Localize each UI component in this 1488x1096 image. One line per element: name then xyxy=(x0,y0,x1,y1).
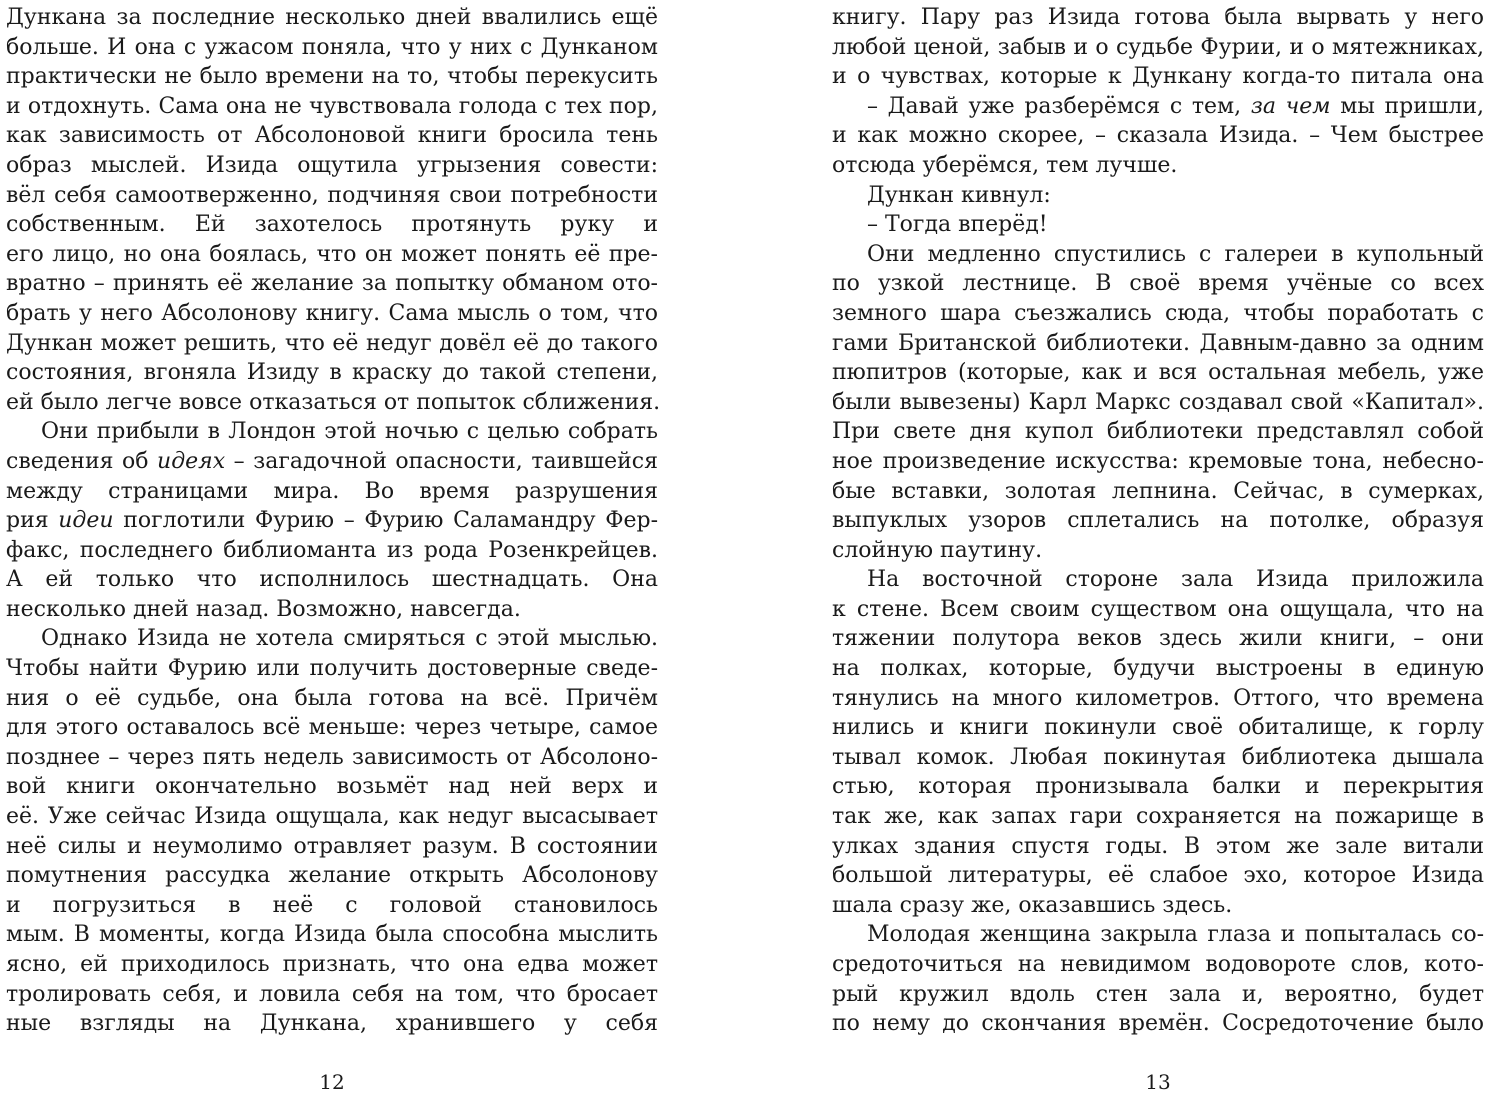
text-run: мы пришли, xyxy=(1330,93,1484,119)
text-line: бые вставки, золотая лепнина. Сейчас, в сумерках, xyxy=(832,478,1484,504)
text-line: большой литературы, её слабое эхо, которое Изида xyxy=(832,863,1484,889)
text-run: сведения об xyxy=(6,448,158,474)
text-line: вратно – принять её желание за попытку обманом ото- xyxy=(6,271,658,297)
text-run: рия xyxy=(6,508,59,534)
text-line: ей было легче вовсе отказаться от попыток сближения. xyxy=(6,389,661,415)
text-line: образ мыслей. Изида ощутила угрызения совести: xyxy=(6,152,658,178)
left-page xyxy=(6,0,661,1096)
text-line: как зависимость от Абсолоновой книги бросила тень xyxy=(6,123,658,149)
text-line: улках здания спустя годы. В этом же зале витали xyxy=(832,833,1484,859)
text-line: по узкой лестнице. В своё время учёные со всех xyxy=(832,271,1484,297)
left-page-number: 12 xyxy=(319,1070,345,1094)
text-line: мым. В моменты, когда Изида была способна мыслить xyxy=(6,922,658,948)
text-line xyxy=(6,447,658,477)
text-line: факс, последнего библиоманта из рода Розенкрейцев. xyxy=(6,537,658,563)
text-line: больше. И она с ужасом поняла, что у них с Дунканом xyxy=(6,34,658,60)
text-line: Молодая женщина закрыла глаза и попыталась со- xyxy=(867,922,1484,948)
text-line: тывал комок. Любая покинутая библиотека дышала xyxy=(832,744,1484,770)
text-line: пюпитров (которые, как и вся остальная мебель, уже xyxy=(832,360,1484,386)
text-line: – Тогда вперёд! xyxy=(867,212,1048,238)
text-line: ния о её судьбе, она была готова на всё. Причём xyxy=(6,685,658,711)
text-line: ное произведение искусства: кремовые тона, небесно- xyxy=(832,448,1484,474)
text-line: На восточной стороне зала Изида приложила xyxy=(867,567,1484,593)
text-line: книгу. Пару раз Изида готова была вырвать у него xyxy=(832,5,1484,30)
italic-word: за чем xyxy=(1250,93,1331,119)
text-line: Они прибыли в Лондон этой ночью с целью собрать xyxy=(41,419,658,445)
text-line: тяжении полутора веков здесь жили книги, – они xyxy=(832,626,1484,652)
text-line: отсюда уберёмся, тем лучше. xyxy=(832,152,1178,178)
text-line: Дункана за последние несколько дней ввалились ещё xyxy=(6,5,658,30)
text-line: брать у него Абсолонову книгу. Сама мысль о том, что xyxy=(6,300,658,326)
text-line: практически не было времени на то, чтобы перекусить xyxy=(6,64,658,90)
italic-word: идеи xyxy=(58,508,114,534)
text-line: земного шара съезжались сюда, чтобы поработать с xyxy=(832,300,1484,326)
right-page xyxy=(832,0,1484,1096)
text-line: нились и книги покинули своё обиталище, к горлу xyxy=(832,715,1484,741)
text-line: вёл себя самоотверженно, подчиняя свои потребности xyxy=(6,182,658,208)
text-line: для этого оставалось всё меньше: через четыре, самое xyxy=(6,715,658,741)
text-line xyxy=(832,92,1484,122)
text-line xyxy=(6,506,658,536)
text-line: тролировать себя, и ловила себя на том, что бросает xyxy=(6,981,658,1007)
left-page-text xyxy=(6,3,661,1039)
text-line: средоточиться на невидимом водовороте слов, кото- xyxy=(832,952,1484,977)
text-line: тянулись на много километров. Оттого, что времена xyxy=(832,685,1484,711)
text-line: были вывезены) Карл Маркс создавал свой «Капитал». xyxy=(832,389,1484,415)
text-line: любой ценой, забыв и о судьбе Фурии, и о мятежниках, xyxy=(832,34,1484,60)
text-line: и о чувствах, которые к Дункану когда-то питала она xyxy=(832,64,1484,90)
text-line: и погрузиться в неё с головой становилось xyxy=(6,892,658,918)
text-line: несколько дней назад. Возможно, навсегда. xyxy=(6,596,521,622)
text-line: Они медленно спустились с галереи в купольный xyxy=(867,241,1484,267)
text-line: помутнения рассудка желание открыть Абсолонову xyxy=(6,863,658,889)
text-line: её. Уже сейчас Изида ощущала, как недуг высасывает xyxy=(6,804,658,830)
text-line: между страницами мира. Во время разрушения xyxy=(6,478,658,504)
text-line: его лицо, но она боялась, что он может понять её пре- xyxy=(6,241,658,267)
text-line: выпуклых узоров сплетались на потолке, образуя xyxy=(832,508,1484,534)
text-line: ясно, ей приходилось признать, что она едва может xyxy=(6,952,658,977)
right-page-number: 13 xyxy=(1145,1070,1171,1094)
text-line: Однако Изида не хотела смиряться с этой мыслью. xyxy=(41,626,658,652)
text-line: гами Британской библиотеки. Давным-давно за одним xyxy=(832,330,1484,356)
italic-word: идеях xyxy=(157,448,226,474)
text-line: рый кружил вдоль стен зала и, вероятно, будет xyxy=(832,981,1484,1007)
text-line: и как можно скорее, – сказала Изида. – Чем быстрее xyxy=(832,123,1484,149)
text-line: Чтобы найти Фурию или получить достоверные сведе- xyxy=(6,656,658,682)
text-line: неё силы и неумолимо отравляет разум. В состоянии xyxy=(6,833,658,859)
text-run: – загадочной опасности, таившейся xyxy=(225,448,658,474)
text-line: и отдохнуть. Сама она не чувствовала голода с тех пор, xyxy=(6,93,658,119)
text-line: так же, как запах гари сохраняется на пожарище в xyxy=(832,804,1484,830)
text-line: Дункан может решить, что её недуг довёл её до такого xyxy=(6,330,658,356)
text-line: стью, которая пронизывала балки и перекрытия xyxy=(832,774,1484,800)
text-line: А ей только что исполнилось шестнадцать. Она xyxy=(6,567,658,593)
text-line: ные взгляды на Дункана, хранившего у себя xyxy=(6,1011,658,1037)
text-line: по нему до скончания времён. Сосредоточение было xyxy=(832,1011,1484,1037)
text-line: вой книги окончательно возьмёт над ней верх и xyxy=(6,774,658,800)
text-line: позднее – через пять недель зависимость от Абсолоно- xyxy=(6,744,658,770)
text-line: на полках, которые, будучи выстроены в единую xyxy=(832,656,1484,682)
text-line: шала сразу же, оказавшись здесь. xyxy=(832,892,1233,918)
right-page-text xyxy=(832,3,1484,1039)
text-run: поглотили Фурию – Фурию Саламандру Фер- xyxy=(113,508,658,534)
text-line: слойную паутину. xyxy=(832,537,1043,563)
text-line: состояния, вгоняла Изиду в краску до такой степени, xyxy=(6,360,658,386)
text-line: собственным. Ей захотелось протянуть руку и xyxy=(6,212,658,238)
text-line: Дункан кивнул: xyxy=(867,182,1051,208)
text-line: При свете дня купол библиотеки представлял собой xyxy=(832,419,1484,445)
text-run: – Давай уже разберёмся с тем, xyxy=(867,93,1251,119)
text-line: к стене. Всем своим существом она ощущала, что на xyxy=(832,596,1484,622)
